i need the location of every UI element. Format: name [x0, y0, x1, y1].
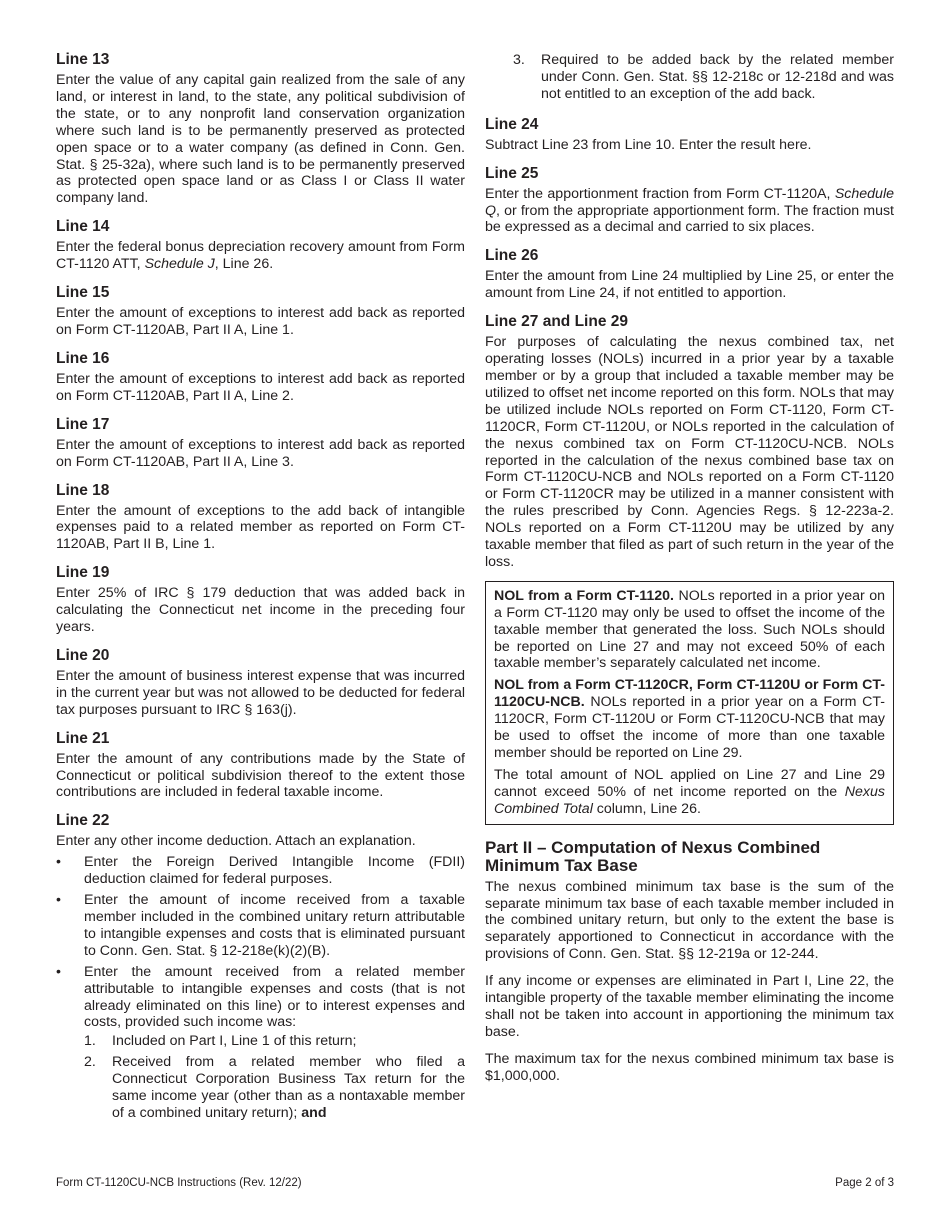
line-19-heading: Line 19: [56, 564, 110, 582]
nol-total-column-ref: Nexus Combined Total: [494, 783, 885, 817]
line-24-section: [485, 115, 894, 154]
right-column: [485, 52, 894, 1095]
line-13-section: [56, 50, 465, 207]
line-16-text: Enter the amount of exceptions to interest add back as reported on Form CT-1120AB, Part II A, Line 2.: [56, 370, 465, 404]
list-item-text: Included on Part I, Line 1 of this return;: [112, 1033, 357, 1050]
nol-ct1120-title: NOL from a Form CT-1120.: [494, 587, 674, 604]
line-15-heading: Line 15: [56, 284, 110, 302]
line-22-numbered-list-continued: [485, 52, 894, 103]
line-27-29-text: For purposes of calculating the nexus combined tax, net operating losses (NOLs) incurred in a prior year by a taxable member or by a group that included a taxable member may be utilized to offset net income reported on this form. NOLs that may be utilized include NOLs reported on Form CT-1120, Form CT-1120CR, Form CT-1120U, or NOLs reported in the calculation of the nexus combined tax on Form CT-1120CU-NCB. NOLs reported in the calculation of the nexus combined base tax on Form CT-1120CU-NCB and NOLs reported on a Form CT-1120 or Form CT-1120CR may be utilized in a manner consistent with the rules prescribed by Conn. Agencies Regs. § 12-223a-2. NOLs reported on a Form CT-1120U may be utilized by any taxable member that filed as part of such return in the year of the loss.: [485, 334, 895, 570]
list-item: [56, 1033, 465, 1050]
part-2-paragraph-1: The nexus combined minimum tax base is the sum of the separate minimum tax base of each taxable member included in the combined unitary return, but only to the extent the base is separately apportioned to Connecticut in accordance with the provisions of Conn. Gen. Stat. §§ 12-219a or 12-244.: [485, 878, 894, 963]
line-27-29-section: [485, 312, 894, 571]
part-2-section: [485, 839, 894, 1085]
line-26-text: Enter the amount from Line 24 multiplied by Line 25, or enter the amount from Line 24, if not entitled to apportion.: [485, 268, 894, 302]
bullet-icon: •: [56, 963, 61, 980]
line-17-text: Enter the amount of exceptions to interest add back as reported on Form CT-1120AB, Part II A, Line 3.: [56, 436, 465, 470]
line-26-section: [485, 246, 894, 302]
line-18-section: [56, 481, 465, 554]
line-16-section: [56, 349, 465, 405]
list-item: [56, 1054, 465, 1122]
line-22-section: [56, 811, 465, 1122]
list-item-text: Required to be added back by the related member under Conn. Gen. Stat. §§ 12-218c or 12-218d and was not entitled to an exception of the add back.: [541, 52, 894, 102]
line-22-numbered-list: [56, 1033, 465, 1122]
line-25-text: [485, 186, 894, 237]
line-20-heading: Line 20: [56, 646, 110, 664]
part-2-heading-line-1: Part II – Computation of Nexus Combined: [485, 837, 821, 857]
list-number: 2.: [84, 1054, 96, 1071]
list-item: [56, 964, 465, 1122]
line-21-heading: Line 21: [56, 729, 110, 747]
line-14-text-after: , Line 26.: [214, 256, 274, 273]
line-17-heading: Line 17: [56, 415, 110, 433]
line-25-section: [485, 164, 894, 237]
left-column: [56, 50, 465, 1132]
line-18-text: Enter the amount of exceptions to the add back of intangible expenses paid to a related member as reported on Form CT-1120AB, Part II B, Line 1.: [56, 502, 465, 553]
nol-ct1120cr-title: NOL from a Form CT-1120CR, Form CT-1120U or Form CT-1120CU-NCB.: [494, 677, 885, 711]
line-14-text-before: Enter the federal bonus depreciation recovery amount from Form CT-1120 ATT,: [56, 239, 465, 273]
line-21-section: [56, 729, 465, 802]
nol-total-paragraph: [494, 767, 885, 818]
line-27-29-heading: Line 27 and Line 29: [485, 313, 628, 331]
line-19-section: [56, 563, 465, 636]
line-14-section: [56, 217, 465, 273]
part-2-paragraph-3: The maximum tax for the nexus combined minimum tax base is $1,000,000.: [485, 1050, 894, 1084]
line-22-heading: Line 22: [56, 812, 110, 830]
line-26-heading: Line 26: [485, 247, 539, 265]
bullet-icon: •: [56, 892, 61, 909]
line-21-text: Enter the amount of any contributions made by the State of Connecticut or political subdivision thereof to the extent those contributions are included in federal taxable income.: [56, 750, 465, 801]
line-13-heading: Line 13: [56, 51, 110, 68]
nol-ct1120-text: NOLs reported in a prior year on a Form CT-1120 may only be used to offset the income of the taxable member that generated the loss. Such NOLs should be reported on Line 27 and may not exceed 50% of each taxable member’s separately calculated net income.: [494, 587, 885, 672]
part-2-paragraph-2: If any income or expenses are eliminated in Part I, Line 22, the intangible property of the taxable member eliminating the income shall not be taken into account in apportioning the minimum tax base.: [485, 973, 894, 1040]
nol-total-text: The total amount of NOL applied on Line 27 and Line 29 cannot exceed 50% of net income reported on the: [494, 766, 885, 800]
list-item: [56, 854, 465, 888]
line-24-text: Subtract Line 23 from Line 10. Enter the result here.: [485, 136, 812, 153]
footer-form-id: Form CT-1120CU-NCB Instructions (Rev. 12/22): [56, 1177, 302, 1189]
bullet-text: Enter the amount of income received from a taxable member included in the combined unitary return attributable to intangible expenses and costs that is eliminated pursuant to Conn. Gen. Stat. § 12-218e(k)(2)(B).: [84, 892, 465, 959]
bullet-text: Enter the Foreign Derived Intangible Income (FDII) deduction claimed for federal purposes.: [84, 854, 465, 888]
part-2-heading-line-2: Minimum Tax Base: [485, 855, 638, 875]
nol-info-box: [485, 581, 894, 825]
line-25-schedule-ref: Schedule Q: [485, 185, 894, 219]
line-25-heading: Line 25: [485, 164, 539, 182]
line-20-text: Enter the amount of business interest expense that was incurred in the current year but was not allowed to be deducted for federal tax purposes pursuant to IRC § 163(j).: [56, 667, 465, 718]
line-24-heading: Line 24: [485, 115, 539, 133]
line-25-text-before: Enter the apportionment fraction from Form CT-1120A,: [485, 185, 835, 202]
line-20-section: [56, 646, 465, 719]
line-15-section: [56, 283, 465, 339]
line-15-text: Enter the amount of exceptions to interest add back as reported on Form CT-1120AB, Part II A, Line 1.: [56, 305, 465, 338]
line-14-schedule-ref: Schedule J: [144, 256, 215, 273]
nol-total-text-after: column, Line 26.: [592, 800, 701, 817]
line-13-text: Enter the value of any capital gain realized from the sale of any land, or interest in land, to the state, any political subdivision of the state, or to any nonprofit land conservation organization where such land is to be permanently preserved as protected open space or to a water company (as defined in Conn. Gen. Stat. § 25-32a), where such land is to be permanently preserved as protected open space land or as Class I or Class II water company land.: [56, 72, 465, 207]
list-item-bold-suffix: and: [301, 1104, 327, 1121]
line-16-heading: Line 16: [56, 349, 110, 367]
part-2-heading: [485, 839, 894, 875]
line-18-heading: Line 18: [56, 481, 110, 499]
list-number: 1.: [84, 1033, 96, 1050]
bullet-icon: •: [56, 854, 61, 871]
footer-page-number: Page 2 of 3: [835, 1177, 894, 1189]
list-number: 3.: [513, 52, 525, 68]
list-item: [56, 892, 465, 960]
line-25-text-after: , or from the appropriate apportionment form. The fraction must be expressed as a decimal and carried to six places.: [485, 202, 894, 236]
line-22-intro: Enter any other income deduction. Attach an explanation.: [56, 833, 416, 850]
list-item: [485, 52, 894, 103]
nol-ct1120-paragraph: [494, 588, 885, 673]
bullet-text: Enter the amount received from a related member attributable to intangible expenses and costs (that is not already eliminated on this line) or to interest expenses and costs, provided such income was:: [84, 963, 465, 1031]
list-item-text: Received from a related member who filed a Connecticut Corporation Business Tax return for the same income year (other than as a nontaxable member of a combined unitary return);: [112, 1054, 465, 1121]
line-22-bullet-list: [56, 854, 465, 1122]
line-19-text: Enter 25% of IRC § 179 deduction that was added back in calculating the Connecticut net income in the preceding four years.: [56, 585, 465, 636]
line-14-text: [56, 239, 465, 273]
line-17-section: [56, 415, 465, 471]
nol-ct1120cr-paragraph: [494, 677, 885, 762]
nol-ct1120cr-text: NOLs reported in a prior year on a Form CT-1120CR, Form CT-1120U or Form CT-1120CU-NCB that may be used to offset the income of more than one taxable member should be reported on Line 29.: [494, 694, 885, 761]
line-14-heading: Line 14: [56, 218, 110, 236]
